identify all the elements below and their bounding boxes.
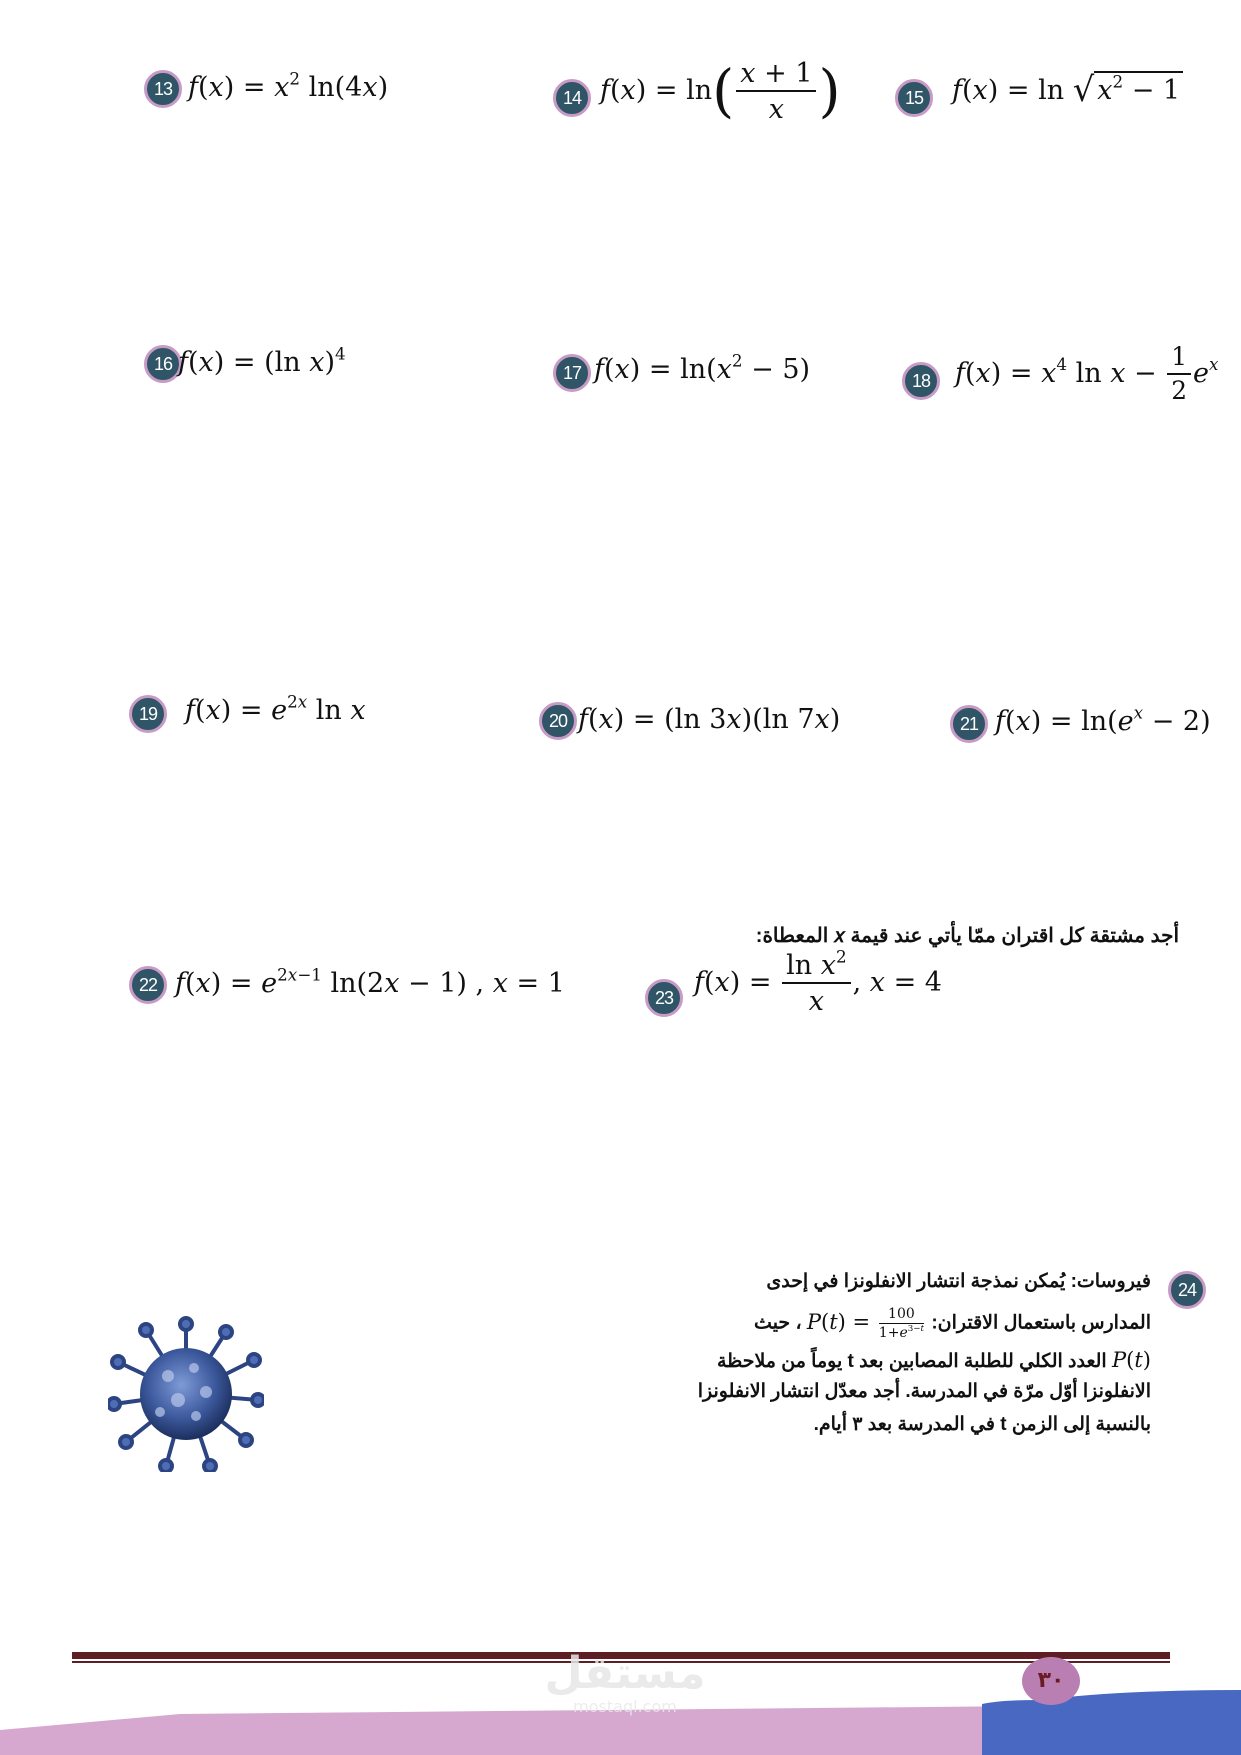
exercise-number: 19 <box>129 695 167 733</box>
exercise-number: 20 <box>539 702 577 740</box>
equation-16: f(x) = (ln x)$^4$ <box>178 343 346 378</box>
problem24-line2-text: المدارس باستعمال الاقتران: <box>931 1312 1151 1334</box>
equation-23: f(x) = $\frac{\ln x^2}{x}$ , x = 4 <box>694 946 942 1017</box>
equation-14: f(x) = ln( $\frac{x + 1}{x}$ ) <box>600 58 841 125</box>
exercise-number: 15 <box>895 79 933 117</box>
exercise-number: 16 <box>144 345 182 383</box>
problem24-line2 <box>754 1306 1151 1341</box>
exercise-number: 17 <box>553 354 591 392</box>
virus-image <box>108 1316 264 1472</box>
problem24-line1: فيروسات: يُمكن نمذجة انتشار الانفلونزا في إحدى <box>766 1271 1151 1292</box>
problem24-line4: الانفلونزا أوّل مرّة في المدرسة. أجد معدّل انتشار الانفلونزا <box>697 1381 1151 1402</box>
formula-numerator: 100 <box>879 1306 924 1324</box>
logistic-formula: P(t) = $\frac{100}{1+e^{3-t}}$ <box>806 1306 925 1341</box>
exercise-number: 24 <box>1168 1271 1206 1309</box>
equation-19: $f(x) = e^{2x}$ ln x <box>185 691 366 726</box>
equation-21: $f(x) = \ln(e^x - 2)$ <box>995 702 1211 737</box>
exercise-number: 14 <box>553 79 591 117</box>
page-number: ٣٠ <box>1037 1668 1065 1693</box>
problem24-line5: بالنسبة إلى الزمن t في المدرسة بعد ٣ أيام. <box>813 1414 1151 1435</box>
problem24-line3 <box>717 1348 1151 1373</box>
equation-20: f(x) = (ln 3x)(ln 7x) <box>578 704 841 735</box>
exercise-number: 23 <box>645 979 683 1017</box>
problem24-line3-text: العدد الكلي للطلبة المصابين بعد t يوماً من ملاحظة <box>716 1351 1107 1372</box>
exercise-number: 22 <box>129 966 167 1004</box>
equation-22: $f(x) = e^{2x-1}$ ln(2x − 1) , x = 1 <box>175 964 565 999</box>
equation-17: $f(x) = \ln(x^2 - 5)$ <box>594 350 811 385</box>
instruction-text: أجد مشتقة كل اقتران ممّا يأتي عند قيمة 𝑥 المعطاة: <box>755 925 1179 947</box>
exercise-number: 13 <box>144 70 182 108</box>
equation-18: $f(x) = x^4$ ln x − $\frac{1}{2}$ $e^x$ <box>955 342 1219 405</box>
p-of-t: P(t) <box>1112 1348 1151 1372</box>
exercise-number: 21 <box>950 705 988 743</box>
equation-13: $f(x) = x^2$ ln(4x) <box>188 68 389 103</box>
exercise-number: 18 <box>902 362 940 400</box>
equation-15: f(x) = ln √ $x^2 - 1$ <box>952 73 1183 107</box>
watermark-logo: مستقل <box>544 1648 706 1699</box>
watermark-url: mostaql.com <box>573 1697 677 1716</box>
problem24-line2-suffix: ، حيث <box>754 1312 802 1334</box>
